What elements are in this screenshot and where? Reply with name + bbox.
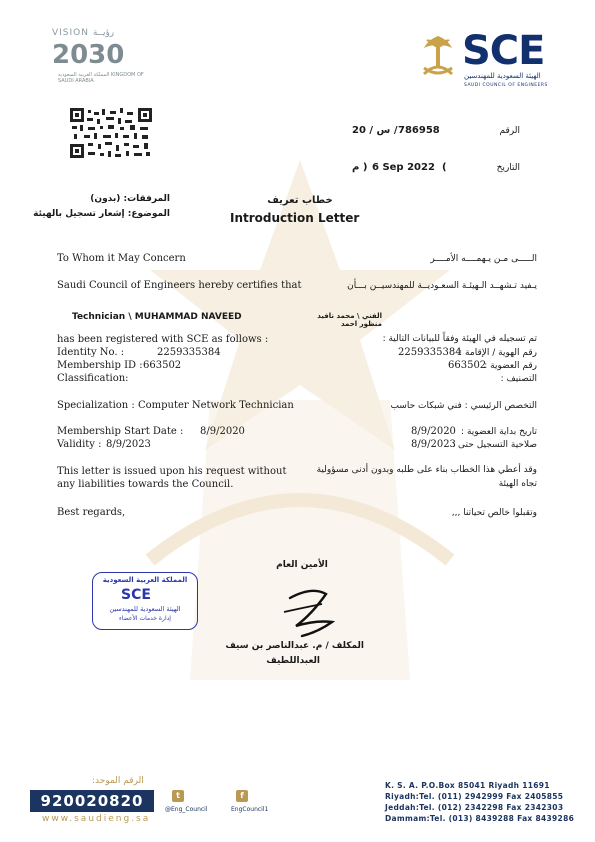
validity-label-english: Validity :: [57, 439, 102, 450]
greeting-english: To Whom it May Concern: [57, 253, 186, 264]
issued-arabic-line-1: وقد أعطي هذا الخطاب بناء على طلبه وبدون أدنى مسؤولية: [316, 465, 537, 475]
registered-arabic: تم تسجيله في الهيئة وفقاً للبيانات التالية :: [382, 334, 537, 344]
certify-english: Saudi Council of Engineers hereby certifies that: [57, 280, 302, 291]
issued-english-line-1: This letter is issued upon his request without: [57, 466, 287, 477]
date-close: م ): [352, 162, 368, 173]
classification-label-arabic: التصنيف :: [500, 374, 537, 384]
sce-arabic-name: الهيئة السعودية للمهندسين: [464, 72, 541, 80]
reference-number-label: الرقم: [499, 126, 520, 136]
twitter-handle: @Eng_Council: [165, 806, 208, 813]
specialization-english: Specialization : Computer Network Technician: [57, 400, 294, 411]
membership-label-english: Membership ID :: [57, 360, 143, 371]
person-name-arabic: الفني \ محمد نافيد منظور احمد: [317, 312, 382, 328]
greeting-arabic: الـــــى مـن يـهمــــه الأمــــر: [430, 254, 537, 264]
membership-label-arabic: رقم العضوية :: [484, 361, 537, 371]
start-date-value-english: 8/9/2020: [200, 426, 245, 437]
website-url: www.saudieng.sa: [42, 814, 151, 824]
date-label: التاريخ: [496, 163, 520, 173]
validity-label-arabic: صلاحية التسجيل حتى :: [452, 440, 537, 450]
official-stamp: [92, 572, 198, 630]
sce-english-name: SAUDI COUNCIL OF ENGINEERS: [464, 83, 548, 88]
regards-arabic: وتقبلوا خالص تحياتنا ,,,: [451, 508, 537, 518]
identity-value-arabic: 2259335384: [398, 347, 462, 358]
membership-value-english: 663502: [143, 360, 182, 371]
stamp-country: المملكة العربية السعودية: [102, 576, 188, 584]
vision-caption: المملكة العربية السعودية KINGDOM OF SAUDI ARABIA: [58, 72, 144, 84]
signatory-name-line-1: المكلف / م. عبدالناصر بن سيف: [225, 641, 364, 651]
start-date-label-arabic: تاريخ بداية العضوية :: [461, 427, 537, 437]
registered-english: has been registered with SCE as follows :: [57, 334, 269, 345]
signatory-name-line-2: العبداللطيف: [266, 656, 320, 666]
facebook-icon: f: [236, 790, 248, 802]
subject-line: الموضوع: إشعار تسجيل بالهيئة: [33, 209, 170, 219]
specialization-arabic: التخصص الرئيسي : فني شبكات حاسب: [390, 401, 537, 411]
qr-code-icon: [70, 108, 152, 158]
date-open: (: [442, 162, 447, 173]
validity-value-english: 8/9/2023: [106, 439, 151, 450]
person-name-english: Technician \ MUHAMMAD NAVEED: [72, 312, 242, 322]
stamp-council-name: الهيئة السعودية للمهندسين: [109, 605, 181, 613]
classification-label-english: Classification:: [57, 373, 129, 384]
attachments-line: المرفقات: (بدون): [90, 194, 170, 204]
palm-swords-icon: [420, 34, 456, 78]
certify-arabic: يـفيد تـشهــد الـهيئـة السعـوديــة للمهندسيــن بـــأن: [347, 281, 537, 291]
reference-number: 786958: [398, 125, 440, 136]
stamp-logo: SCE: [121, 587, 151, 603]
membership-value-arabic: 663502: [448, 360, 487, 371]
start-date-label-english: Membership Start Date :: [57, 426, 184, 437]
vision-2030-logo: [52, 28, 142, 90]
sce-logo: [420, 28, 560, 92]
unified-phone-number: 920020820: [30, 790, 154, 812]
title-english: Introduction Letter: [230, 211, 360, 225]
vision-year: 2030: [52, 40, 125, 70]
start-date-value-arabic: 8/9/2020: [411, 426, 456, 437]
twitter-icon: t: [172, 790, 184, 802]
dammam-contact: Dammam:Tel. (013) 8439288 Fax 8439286: [385, 814, 575, 823]
regards-english: Best regards,: [57, 507, 126, 518]
title-arabic: خطاب تعريف: [267, 195, 333, 206]
identity-label-arabic: رقم الهوية / الإقامة :: [459, 348, 537, 358]
reference-suffix: 20 / س /: [352, 125, 398, 136]
validity-value-arabic: 8/9/2023: [411, 439, 456, 450]
sce-wordmark: SCE: [462, 28, 545, 74]
identity-label-english: Identity No. :: [57, 347, 125, 358]
signature-mark-icon: [282, 586, 338, 640]
stamp-department: إدارة خدمات الأعضاء: [119, 615, 171, 622]
address-line: K. S. A. P.O.Box 85041 Riyadh 11691: [385, 781, 550, 790]
jeddah-contact: Jeddah:Tel. (012) 2342298 Fax 2342303: [385, 803, 564, 812]
issued-arabic-line-2: تجاه الهيئة: [498, 479, 537, 489]
issued-english-line-2: any liabilities towards the Council.: [57, 479, 234, 490]
signature-title: الأمين العام: [276, 560, 328, 570]
facebook-handle: EngCouncil1: [231, 806, 269, 813]
unified-number-label: الرقم الموحد:: [92, 776, 144, 786]
identity-value-english: 2259335384: [157, 347, 221, 358]
riyadh-contact: Riyadh:Tel. (011) 2942999 Fax 2405855: [385, 792, 564, 801]
vision-label: VISION رؤيــة: [52, 28, 115, 38]
date-value: 6 Sep 2022: [372, 162, 435, 173]
